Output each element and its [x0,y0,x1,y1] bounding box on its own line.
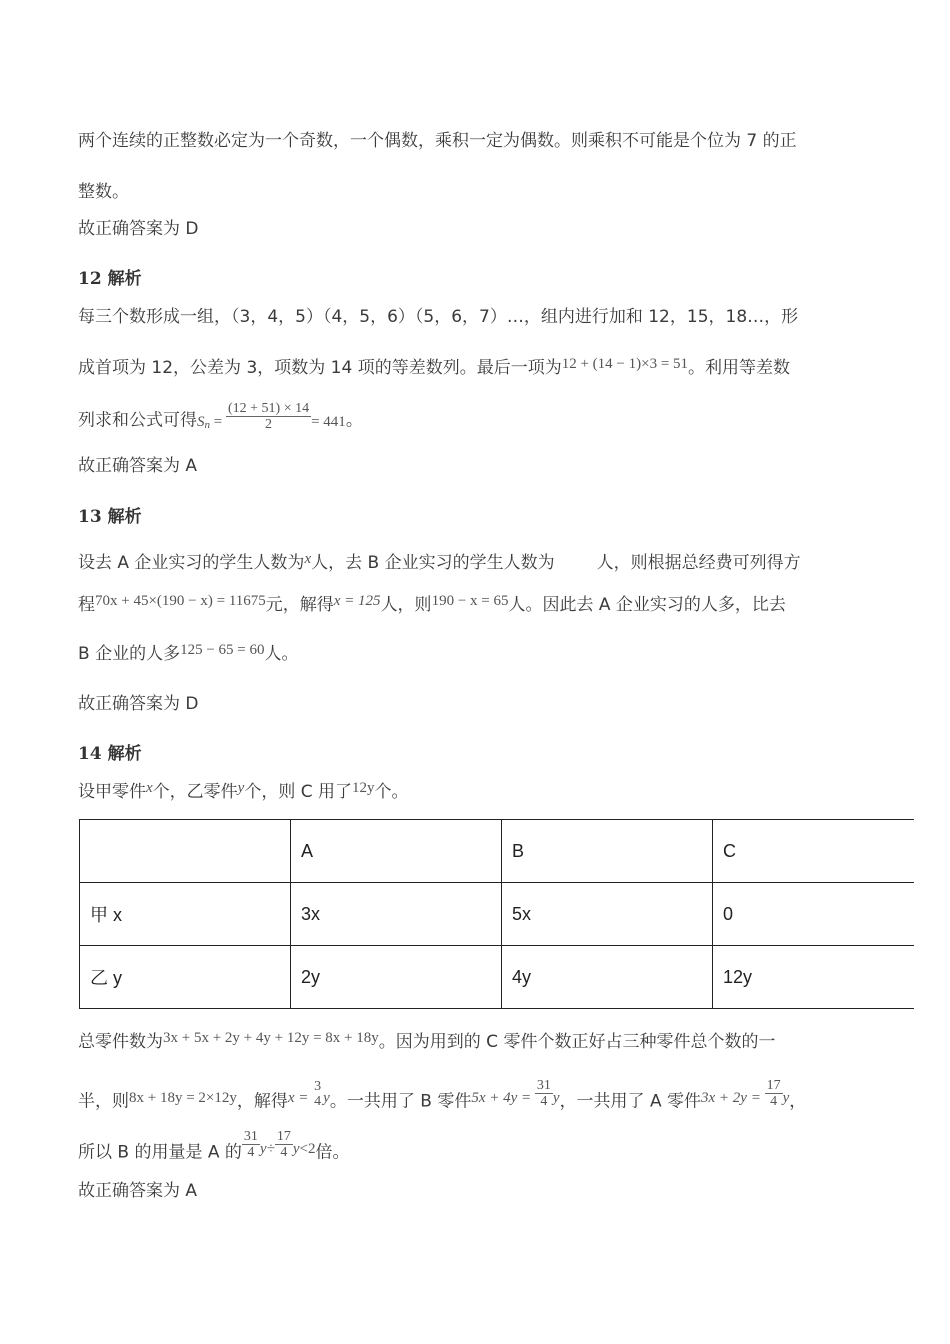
p14-line-1-text-d: 个。 [374,782,409,802]
p12-fraction-numerator: (12 + 51) × 14 [227,401,310,416]
p14-y-var: y [292,1140,300,1157]
table-cell: 0 [713,883,922,946]
heading-12: 12 解析 [78,269,142,289]
p12-line-3-text-a: 列求和公式可得 [78,410,197,431]
p13-line-3 [78,643,299,666]
table-cell: 4y [502,946,713,1009]
answer-14: 故正确答案为 A [78,1181,198,1201]
heading-13: 13 解析 [78,507,142,527]
table-row [80,883,922,946]
p12-line-3-text-b: 。 [345,410,363,431]
p14-s1-text-b: 。因为用到的 C 零件个数正好占三种零件总个数的一 [378,1032,776,1052]
p13-b-count: 190 − x = 65 [431,593,509,609]
p13-line-1-text-c: 人，则根据总经费可列得方 [596,553,801,573]
p13-solution: x = 125 [333,593,381,609]
fraction-numerator: 3 [314,1078,322,1094]
fraction-numerator: 17 [766,1078,781,1093]
p13-line-2 [78,594,786,617]
table-header-row [80,820,922,883]
p14-c-count: 12y [352,780,375,796]
p13-line-1-text-a: 设去 A 企业实习的学生人数为 [78,553,305,573]
p13-line-2-text-a: 程 [78,595,95,615]
p14-s2-text-c: 。一共用了 B 零件 [329,1091,472,1112]
p14-b-formula: 5x + 4y = [471,1089,535,1106]
p13-equation: 70x + 45×(190 − x) = 11675 [95,593,266,609]
fraction-denominator: 4 [247,1145,255,1160]
table-header-cell: C [713,820,922,883]
p14-fraction-17-4 [765,1078,783,1109]
p14-s3-text-a: 所以 B 的用量是 A 的 [78,1142,242,1163]
p13-line-2-text-c: 人，则 [380,595,432,615]
p12-sum-fraction [226,401,311,432]
p13-var-x: x [304,551,312,567]
p13-line-3-text-b: 人。 [264,644,299,664]
table-row [80,946,922,1009]
p14-divide: y÷ [259,1140,275,1157]
p13-line-3-text-a: B 企业的人多 [78,644,181,664]
answer-12: 故正确答案为 A [78,456,198,476]
p14-s2-text-d: ，一共用了 A 零件 [559,1091,701,1112]
fraction-denominator: 4 [280,1145,288,1160]
p14-s2-text-a: 半，则 [78,1091,129,1112]
p14-fraction-3-4 [312,1079,323,1109]
table-cell: 乙 y [80,946,291,1009]
p14-line-1-text-a: 设甲零件 [78,782,146,802]
fraction-numerator: 31 [536,1078,551,1093]
table-header-cell: A [291,820,502,883]
p13-line-1 [78,552,801,575]
p14-line-1 [78,781,409,804]
answer-13: 故正确答案为 D [78,694,199,714]
table-header-cell: B [502,820,713,883]
heading-14: 14 解析 [78,744,142,764]
fraction-numerator: 31 [243,1129,258,1144]
p12-sum-symbol: S [197,413,205,430]
para-1-line-2: 整数。 [78,182,129,202]
p14-fraction-31-4 [242,1129,260,1160]
p14-x-solution: x = [287,1089,313,1106]
table-header-cell [80,820,291,883]
p12-formula-1: 12 + [561,356,593,372]
p14-less-than-2: <2 [299,1140,316,1157]
p14-s2-text-b: ，解得 [236,1091,288,1112]
p14-fraction-17-4 [275,1129,293,1160]
p14-y-var: y [552,1089,560,1106]
p13-line-1-text-b: 人，去 B 企业实习的学生人数为 [311,553,555,573]
p14-line-1-text-b: 个，乙零件 [152,782,238,802]
p12-equals: = [210,413,226,430]
p14-fraction-31-4 [535,1078,553,1109]
fraction-denominator: 4 [314,1093,322,1109]
p13-difference: 125 − 65 = 60 [180,642,265,658]
fraction-denominator: 4 [770,1094,778,1109]
p12-line-2 [78,357,790,380]
p14-s3-text-b: 倍。 [315,1142,350,1163]
table-cell: 甲 x [80,883,291,946]
p14-line-1-text-c: 个，则 C 用了 [244,782,353,802]
p14-s1-text-a: 总零件数为 [78,1032,163,1052]
p14-total-formula: 3x + 5x + 2y + 4y + 12y = 8x + 18y [163,1030,379,1046]
p12-line-3 [78,401,363,436]
p14-half-equation: 8x + 18y = 2×12y [129,1089,237,1106]
p14-y-var: y [323,1089,330,1106]
answer-11: 故正确答案为 D [78,219,199,239]
table-cell: 12y [713,946,922,1009]
p12-formula-2: (14 − 1)×3 = 51 [592,356,689,372]
p14-sum-line-2 [78,1078,807,1117]
page-edge-mask [914,818,950,1010]
p13-line-2-text-d: 人。因此去 A 企业实习的人多，比去 [508,595,786,615]
fraction-denominator: 4 [540,1094,548,1109]
p14-sum-line-1 [78,1031,775,1054]
p12-line-1: 每三个数形成一组，（3，4，5）（4，5，6）（5，6，7）…，组内进行加和 12，15，18…，形 [78,307,799,327]
p12-line-2-text-b: 。利用等差数 [688,358,791,378]
p12-fraction-denominator: 2 [265,417,273,432]
parts-table [79,819,922,1009]
p12-sum-result: = 441 [311,413,346,430]
p13-line-2-text-b: 元，解得 [265,595,334,615]
fraction-numerator: 17 [276,1129,291,1144]
table-cell: 3x [291,883,502,946]
table-cell: 2y [291,946,502,1009]
p14-var-x: x [146,780,153,796]
p14-sum-line-3 [78,1129,350,1168]
p14-a-formula: 3x + 2y = [701,1089,765,1106]
p12-sum-subscript: n [204,418,210,431]
p12-line-2-text-a: 成首项为 12，公差为 3，项数为 14 项的等差数列。最后一项为 [78,358,562,378]
table-cell: 5x [502,883,713,946]
p14-s2-text-e: ， [789,1091,807,1112]
para-1-line-1: 两个连续的正整数必定为一个奇数，一个偶数，乘积一定为偶数。则乘积不可能是个位为 7 的正 [78,131,797,151]
p14-y-var: y [782,1089,790,1106]
p14-var-y: y [237,780,245,796]
